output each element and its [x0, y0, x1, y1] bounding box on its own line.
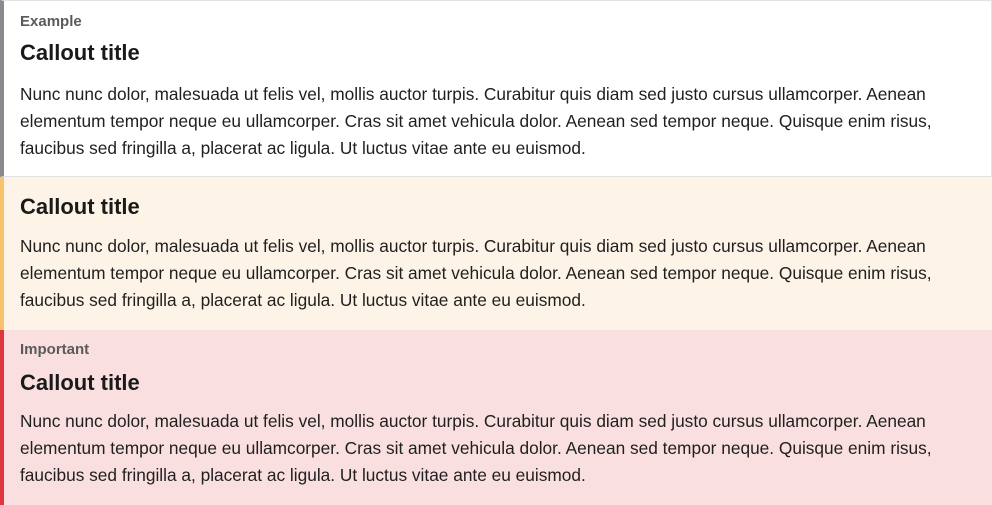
callout-body: Nunc nunc dolor, malesuada ut felis vel, mollis auctor turpis. Curabitur quis diam sed justo cursus ullamcorper. Aenean elementum tempor neque eu ullamcorper. Cras sit amet vehicula dolor. Aenean sed tempor neque. Quisque enim risus, faucibus sed fringilla a, placerat ac ligula. Ut luctus vitae ante eu euismod.: [20, 84, 932, 158]
callout-body: Nunc nunc dolor, malesuada ut felis vel, mollis auctor turpis. Curabitur quis diam sed justo cursus ullamcorper. Aenean elementum tempor neque eu ullamcorper. Cras sit amet vehicula dolor. Aenean sed tempor neque. Quisque enim risus, faucibus sed fringilla a, placerat ac ligula. Ut luctus vitae ante eu euismod.: [20, 411, 932, 485]
callout-title: Callout title: [20, 370, 140, 395]
callout-example: [0, 0, 992, 177]
callout-title: Callout title: [20, 194, 140, 219]
callout-warning: [0, 177, 992, 330]
callout-important: [0, 330, 992, 505]
callout-title: Callout title: [20, 40, 140, 65]
callout-body: Nunc nunc dolor, malesuada ut felis vel, mollis auctor turpis. Curabitur quis diam sed justo cursus ullamcorper. Aenean elementum tempor neque eu ullamcorper. Cras sit amet vehicula dolor. Aenean sed tempor neque. Quisque enim risus, faucibus sed fringilla a, placerat ac ligula. Ut luctus vitae ante eu euismod.: [20, 236, 932, 310]
callout-label: Example: [20, 13, 82, 30]
callout-label: Important: [20, 341, 90, 358]
